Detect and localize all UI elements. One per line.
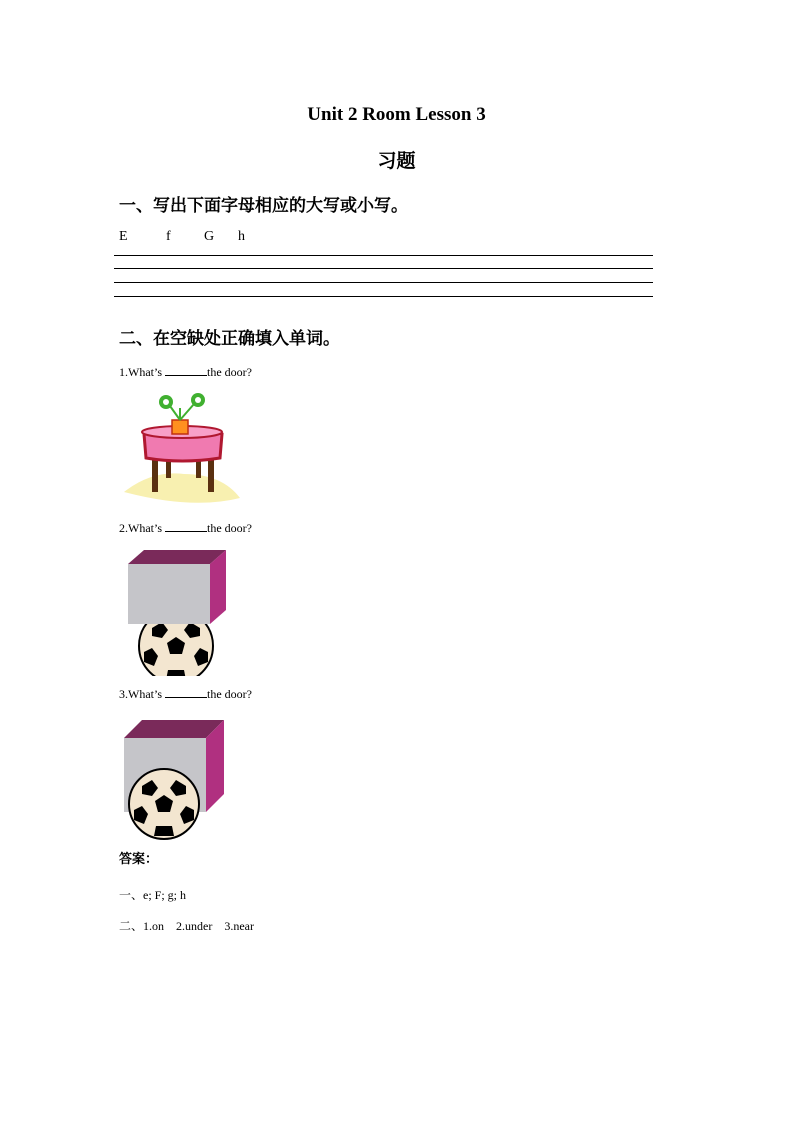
writing-line-2[interactable] bbox=[114, 268, 653, 269]
answers-heading: 答案： bbox=[119, 852, 159, 867]
writing-line-1[interactable] bbox=[114, 255, 653, 256]
soccer-ball bbox=[129, 769, 199, 839]
letter-row bbox=[119, 229, 245, 245]
section-1-heading: 一、写出下面字母相应的大写或小写。 bbox=[119, 196, 408, 216]
ball-under-box-picture bbox=[126, 548, 230, 676]
letter-e: E bbox=[119, 229, 128, 244]
answer-line-2: 二、1.on 2.under 3.near bbox=[119, 919, 254, 933]
table-with-flower-picture bbox=[122, 388, 242, 506]
letter-g: G bbox=[204, 229, 215, 244]
letter-h: h bbox=[238, 229, 245, 244]
page-subtitle: 习题 bbox=[377, 150, 416, 172]
question-2: 2.What’s the door? bbox=[119, 521, 252, 535]
question-1: 1.What’s the door? bbox=[119, 365, 252, 379]
ball-near-box-picture bbox=[122, 718, 228, 842]
answer-blank-2[interactable] bbox=[165, 521, 207, 532]
answer-line-1: 一、e; F; g; h bbox=[119, 888, 187, 902]
page-title: Unit 2 Room Lesson 3 bbox=[307, 104, 486, 125]
writing-line-4[interactable] bbox=[114, 296, 653, 297]
letter-f: f bbox=[166, 229, 171, 244]
writing-line-3[interactable] bbox=[114, 282, 653, 283]
answer-blank-3[interactable] bbox=[165, 687, 207, 698]
section-2-heading: 二、在空缺处正确填入单词。 bbox=[119, 329, 340, 349]
answer-blank-1[interactable] bbox=[165, 365, 207, 376]
question-3: 3.What’s the door? bbox=[119, 687, 252, 701]
